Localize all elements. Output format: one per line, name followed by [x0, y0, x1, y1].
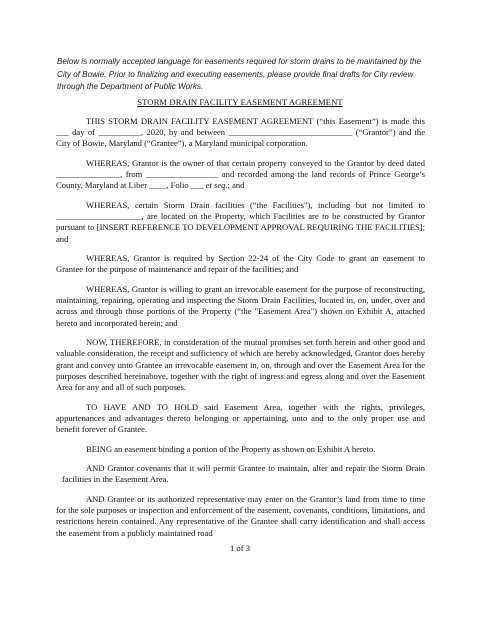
- paragraph-grantee-entry: AND Grantee or its authorized representative may enter on the Grantor’s land from time to time for the sole purposes or inspection and enforcement of the easement, covenants, conditions, limitations, and restrictions herein contained. Any representative of the Grantee shall carry identification and shall access the easement from a publicly maintained road: [56, 494, 425, 538]
- paragraph-whereas-owner: [56, 158, 425, 192]
- page-number: 1 of 3: [229, 543, 251, 553]
- agreement-title: [0, 97, 480, 107]
- paragraph-preamble: THIS STORM DRAIN FACILITY EASEMENT AGREEMENT (“this Easement”) is made this ___ day of __________, 2020, by and between _____________________________ (“Grantor”) and the City of Bowie, Maryland (“Grantee”), a Maryland municipal corporation.: [56, 116, 425, 149]
- paragraph-to-have-and-hold: TO HAVE AND TO HOLD said Easement Area, together with the rights, privileges, appurtenances and advantages thereto belonging or appertaining, unto and to the only proper use and benefit forever of Grantee.: [56, 401, 425, 435]
- paragraph-whereas-willing: WHEREAS, Grantor is willing to grant an irrevocable easement for the purpose of reconstructing, maintaining, repairing, operating and inspecting the Storm Drain Facilities, located in, on, under, over and across and through those portions of the Property (“the "Easement Area") shown on Exhibit A, attached hereto and incorporated herein; and: [56, 284, 425, 328]
- paragraph-now-therefore: NOW, THEREFORE, in consideration of the mutual promises set forth herein and other good and valuable consideration, the receipt and sufficiency of which are hereby acknowledged, Grantor does hereby grant and convey unto Grantee an irrevocable easement in, on, through and over the Easement Area for the purposes described hereinabove, together with the right of ingress and egress along and over the Easement Area for any and all of such purposes.: [56, 337, 425, 393]
- paragraph-whereas-facilities: WHEREAS, certain Storm Drain facilities (“the Facilities"), including but not limited to ____________________, are located on the Property, which Facilities are to be constructed by Grantor pursuant to [INSERT REFERENCE TO DEVELOPMENT APPROVAL REQUIRING THE FACILITIES]; and: [56, 200, 425, 244]
- paragraph-grantor-covenants: [56, 463, 425, 485]
- et-seq-italic: et seq: [205, 180, 226, 191]
- paragraph-whereas-owner-tail: .; and: [225, 180, 245, 191]
- paragraph-grantor-covenants-text: AND Grantor covenants that it will permit Grantee to maintain, alter and repair the Storm Drain facilities in the Easement Area.: [62, 463, 425, 485]
- paragraph-whereas-owner-text: WHEREAS, Grantor is the owner of that certain property conveyed to the Grantor by deed dated _______________, from _________________ and recorded among the land records of Prince George’s County, Maryland at Liber ____, Folio ___: [56, 158, 425, 191]
- paragraph-whereas-city-code: WHEREAS, Grantor is required by Section 22-24 of the City Code to grant an easement to Grantee for the purpose of maintenance and repair of the facilities; and: [56, 253, 425, 275]
- intro-note: Below is normally accepted language for easements required for storm drains to be maintained by the City of Bowie. Prior to finalizing and executing easements, please provide final drafts for City review through the Department of Public Works.: [57, 57, 421, 91]
- agreement-title-text: STORM DRAIN FACILITY EASEMENT AGREEMENT: [137, 97, 343, 107]
- agreement-body: [56, 116, 425, 539]
- paragraph-being: BEING an easement binding a portion of the Property as shown on Exhibit A hereto.: [86, 443, 376, 454]
